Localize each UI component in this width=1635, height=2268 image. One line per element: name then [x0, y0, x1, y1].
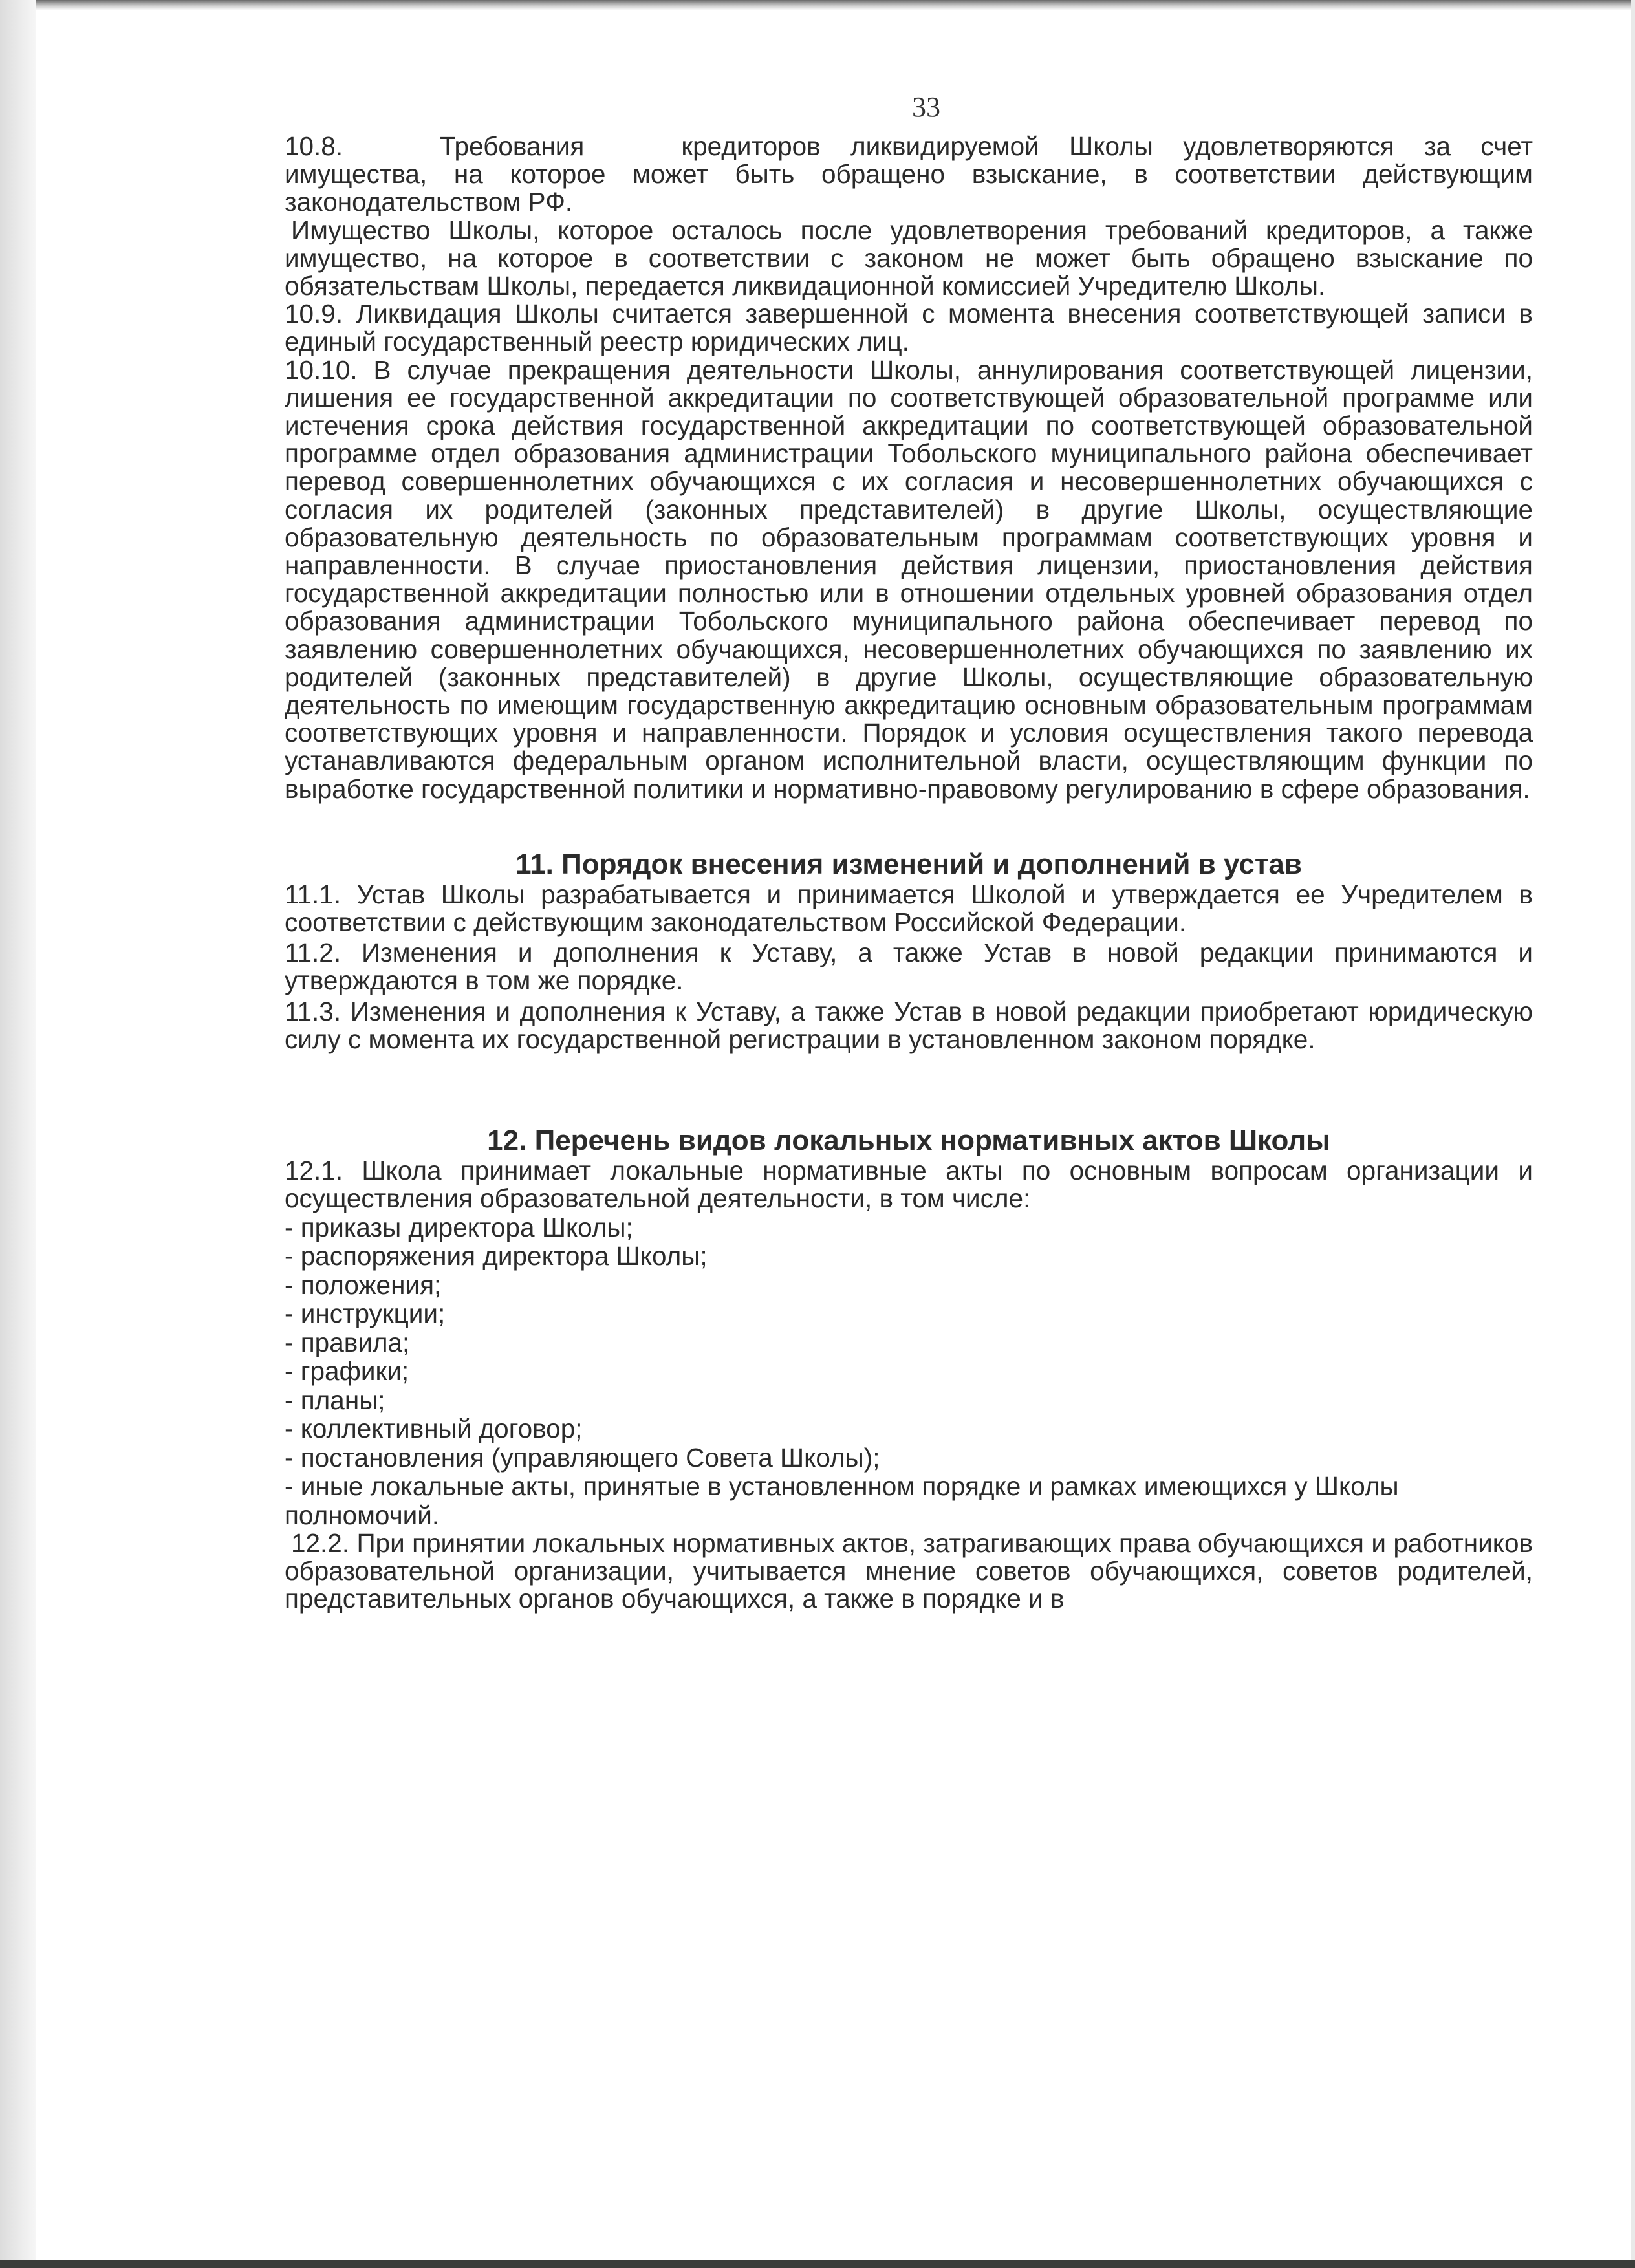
paragraph-11-2: 11.2. Изменения и дополнения к Уставу, а также Устав в новой редакции принимаются и утверждаются в том же порядке. — [285, 938, 1533, 996]
paragraph-11-3: 11.3. Изменения и дополнения к Уставу, а также Устав в новой редакции приобретают юридическую силу с момента их государственной регистрации в установленном законом порядке. — [285, 996, 1533, 1054]
list-item: - распоряжения директора Школы; — [285, 1241, 708, 1271]
paragraph-12-1: 12.1. Школа принимает локальные нормативные акты по основным вопросам организации и осуществления образовательной деятельности, в том числе: — [285, 1156, 1533, 1214]
list-item: - коллективный договор; — [285, 1414, 583, 1443]
local-acts-list — [285, 1213, 1533, 1530]
clause-number: 10.8. — [285, 131, 343, 161]
list-item: - планы; — [285, 1385, 385, 1415]
list-item: - графики; — [285, 1356, 409, 1386]
paragraph-11-1: 11.1. Устав Школы разрабатывается и принимается Школой и утверждается ее Учредителем в соответствии с действующим законодательством Российской Федерации. — [285, 879, 1533, 938]
clause-word: Требования — [440, 131, 585, 161]
section-12-heading: 12. Перечень видов локальных нормативных актов Школы — [487, 1125, 1330, 1157]
paragraph-10-9: 10.9. Ликвидация Школы считается завершенной с момента внесения соответствующей записи в единый государственный реестр юридических лиц. — [285, 299, 1533, 357]
scan-bottom-edge — [0, 2260, 1635, 2268]
list-item: - иные локальные акты, принятые в установленном порядке и рамках имеющихся у Школы полномочий. — [285, 1471, 1399, 1530]
list-item: - инструкции; — [285, 1299, 446, 1328]
paragraph-10-8-property: Имущество Школы, которое осталось после удовлетворения требований кредиторов, а также имущество, на которое в соответствии с законом не может быть обращено взыскание по обязательствам Школы, передается ликвидационной комиссией Учредителю Школы. — [285, 215, 1533, 301]
paragraph-12-2: 12.2. При принятии локальных нормативных актов, затрагивающих права обучающихся и работников образовательной организации, учитывается мнение советов обучающихся, советов родителей, представительных органов обучающихся, а также в порядке и в — [285, 1528, 1533, 1614]
scan-top-edge — [36, 0, 1635, 10]
section-11-heading: 11. Порядок внесения изменений и дополнений в устав — [515, 848, 1302, 880]
list-item: - положения; — [285, 1269, 442, 1300]
clause-text: кредиторов ликвидируемой Школы удовлетворяются за счет имущества, на которое может быть обращено взыскание, в соответствии действующим законодательством РФ. — [285, 131, 1533, 217]
paragraph-10-10: 10.10. В случае прекращения деятельности Школы, аннулирования соответствующей лицензии, лишения ее государственной аккредитации по соответствующей образовательной программе или истечения срока действия государственной аккредитации по соответствующей образовательной программе отдел образования администрации Тобольского муниципального района обеспечивает перевод совершеннолетних обучающихся с их согласия и несовершеннолетних обучающихся с согласия их родителей (законных представителей) в другие Школы, осуществляющие образовательную деятельность по образовательным программам соответствующих уровня и направленности. В случае приостановления действия лицензии, приостановления действия государственной аккредитации полностью или в отношении отдельных уровней образования отдел образования администрации Тобольского муниципального района обеспечивает перевод по заявлению совершеннолетних обучающихся, несовершеннолетних обучающихся по заявлению их родителей (законных представителей) в другие Школы, осуществляющие образовательную деятельность по имеющим государственную аккредитацию основным образовательным программам соответствующих уровня и направленности. Порядок и условия осуществления такого перевода устанавливаются федеральным органом исполнительной власти, осуществляющим функции по выработке государственной политики и нормативно-правовому регулированию в сфере образования. — [285, 354, 1533, 804]
scan-right-edge — [1631, 0, 1635, 2268]
list-item: - приказы директора Школы; — [285, 1212, 633, 1242]
list-item: - правила; — [285, 1327, 410, 1357]
scan-left-margin — [0, 0, 36, 2268]
page-number: 33 — [912, 91, 940, 123]
paragraph-10-8 — [285, 133, 1533, 217]
document-body — [285, 133, 1533, 1614]
list-item: - постановления (управляющего Совета Школы); — [285, 1442, 880, 1473]
